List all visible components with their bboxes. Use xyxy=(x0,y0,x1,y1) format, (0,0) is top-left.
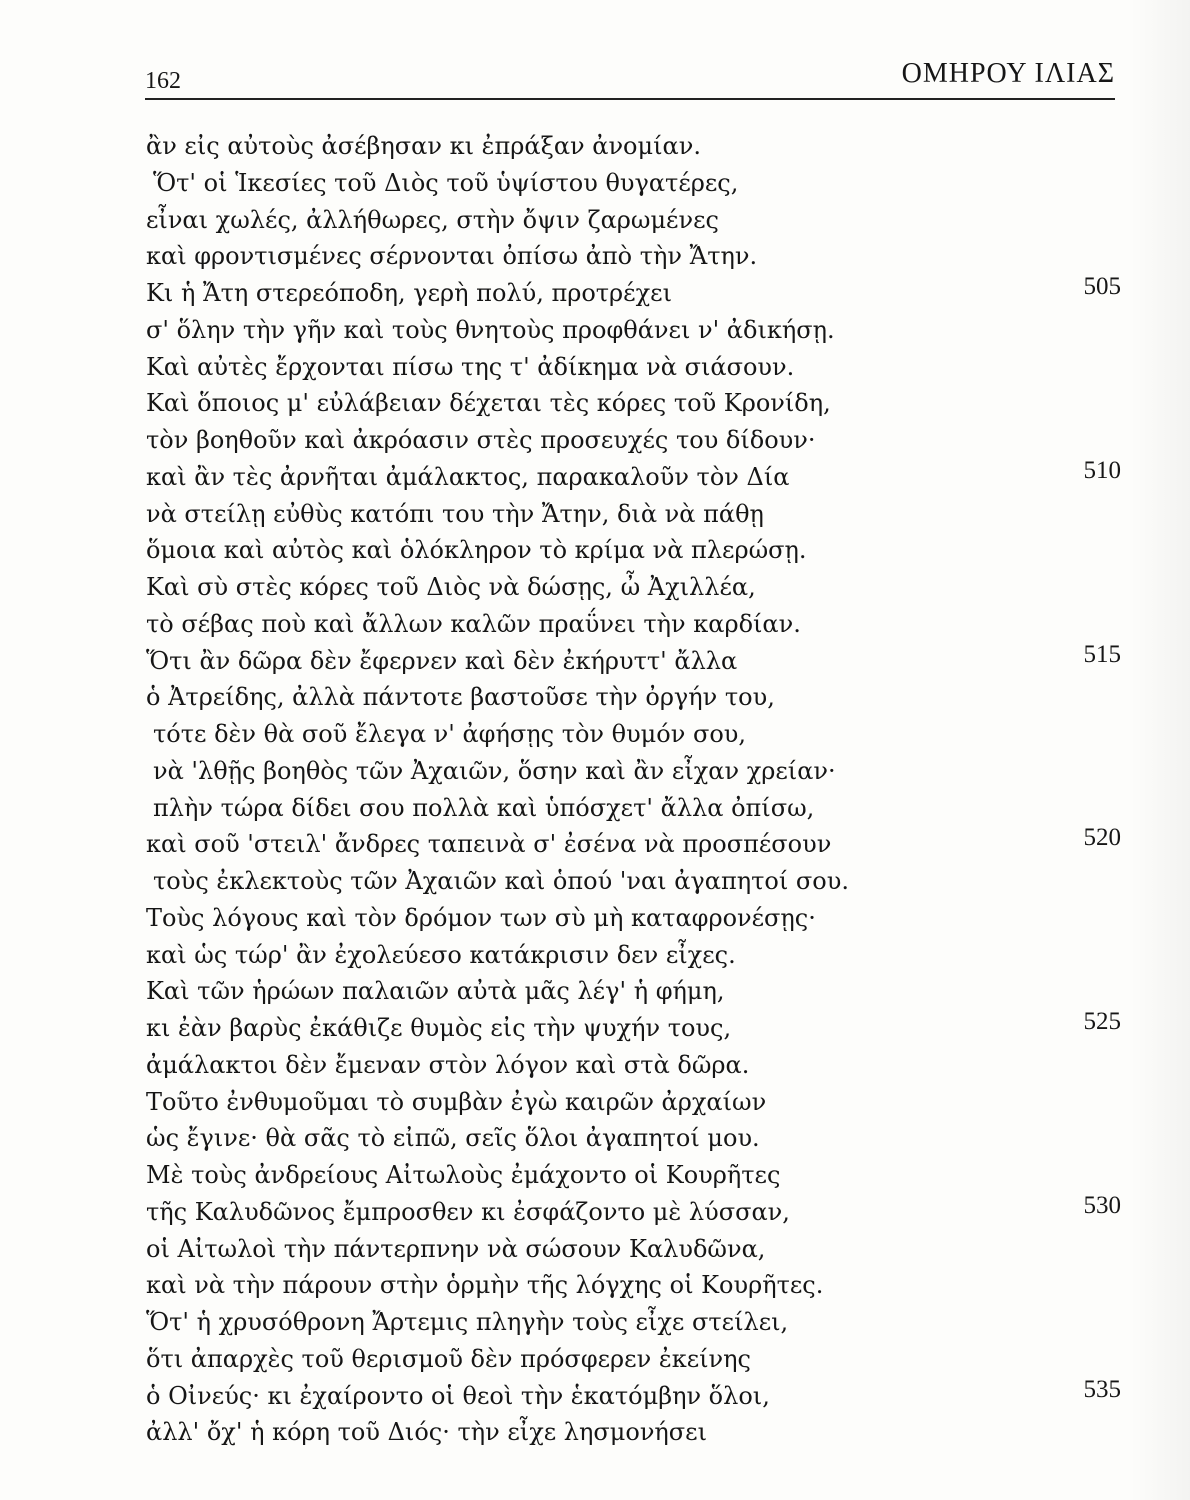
running-title: ΟΜΗΡΟΥ ΙΛΙΑΣ xyxy=(901,58,1115,89)
verse-line xyxy=(146,349,1121,386)
verse-text: κι ἐὰν βαρὺς ἐκάθιζε θυμὸς εἰς τὴν ψυχήν τους, xyxy=(146,1014,732,1042)
line-number: 515 xyxy=(1083,640,1121,668)
verse-text: καὶ ὡς τώρ' ἂν ἐχολεύεσο κατάκρισιν δεν εἶχες. xyxy=(146,940,736,969)
verse-text: ὁ Ἀτρείδης, ἀλλὰ πάντοτε βαστοῦσε τὴν ὀργήν του, xyxy=(146,683,775,712)
verse-line xyxy=(146,1375,1121,1415)
verse-line xyxy=(146,606,1121,643)
verse-text: καὶ ἂν τὲς ἀρνῆται ἀμάλακτος, παρακαλοῦν τὸν Δία xyxy=(146,462,790,491)
header-rule xyxy=(145,98,1115,100)
verse-line xyxy=(146,716,1121,753)
page-number: 162 xyxy=(145,68,181,94)
verse-line xyxy=(146,456,1121,496)
line-number: 520 xyxy=(1083,824,1121,852)
verse-line xyxy=(146,1047,1121,1084)
verse-line xyxy=(146,532,1121,569)
verse-text: σ' ὅλην τὴν γῆν καὶ τοὺς θνητοὺς προφθάνει ν' ἀδικήσῃ. xyxy=(146,315,835,344)
verse-text: τῆς Καλυδῶνος ἔμπροσθεν κι ἐσφάζοντο μὲ λύσσαν, xyxy=(146,1197,790,1226)
verse-line xyxy=(146,312,1121,349)
verse-line xyxy=(146,496,1121,533)
verse-text: νὰ 'λθῇς βοηθὸς τῶν Ἀχαιῶν, ὅσην καὶ ἂν εἶχαν χρείαν· xyxy=(153,756,836,785)
verse-text: οἱ Αἰτωλοὶ τὴν πάντερπνην νὰ σώσουν Καλυδῶνα, xyxy=(146,1234,766,1263)
verse-line xyxy=(146,900,1121,937)
verse-text: τὸ σέβας ποὺ καὶ ἄλλων καλῶν πραΰνει τὴν καρδίαν. xyxy=(146,609,801,638)
verse-line xyxy=(146,640,1121,680)
verse-line xyxy=(146,128,1121,165)
verse-text: Ὅτ' ἡ χρυσόθρονη Ἄρτεμις πληγὴν τοὺς εἶχε στείλει, xyxy=(146,1308,789,1336)
line-number: 535 xyxy=(1083,1375,1121,1403)
verse-line xyxy=(146,826,1121,863)
verse-text: νὰ στείλῃ εὐθὺς κατόπι του τὴν Ἄτην, διὰ νὰ πάθῃ xyxy=(146,499,764,528)
verse-line xyxy=(146,753,1121,790)
line-number: 505 xyxy=(1083,273,1121,300)
verse-line xyxy=(146,1120,1121,1157)
verse-text: εἶναι χωλές, ἀλλήθωρες, στὴν ὄψιν ζαρωμένες xyxy=(146,205,719,234)
verse-line xyxy=(146,1084,1121,1121)
verse-block xyxy=(146,128,1121,1451)
verse-text: ὡς ἔγινε· θὰ σᾶς τὸ εἰπῶ, σεῖς ὅλοι ἀγαπητοί μου. xyxy=(146,1124,760,1153)
verse-line xyxy=(146,1010,1121,1047)
verse-line xyxy=(146,679,1121,716)
verse-line xyxy=(146,385,1121,422)
verse-line xyxy=(146,275,1121,312)
verse-line xyxy=(146,202,1121,239)
verse-text: πλὴν τώρα δίδει σου πολλὰ καὶ ὑπόσχετ' ἄλλα ὀπίσω, xyxy=(153,793,815,822)
verse-text: ὅμοια καὶ αὐτὸς καὶ ὁλόκληρον τὸ κρίμα νὰ πλερώσῃ. xyxy=(146,536,807,565)
verse-text: Ὅτι ἂν δῶρα δὲν ἔφερνεν καὶ δὲν ἐκήρυττ' ἄλλα xyxy=(146,646,738,675)
verse-line xyxy=(146,1191,1121,1231)
verse-text: τὸν βοηθοῦν καὶ ἀκρόασιν στὲς προσευχές του δίδουν· xyxy=(146,426,816,454)
verse-text: ἀμάλακτοι δὲν ἔμεναν στὸν λόγον καὶ στὰ δῶρα. xyxy=(146,1050,750,1079)
verse-text: Τοῦτο ἐνθυμοῦμαι τὸ συμβὰν ἐγὼ καιρῶν ἀρχαίων xyxy=(146,1087,767,1116)
verse-line xyxy=(146,1414,1121,1451)
verse-text: τότε δὲν θὰ σοῦ ἔλεγα ν' ἀφήσῃς τὸν θυμόν σου, xyxy=(153,720,746,748)
verse-text: καὶ σοῦ 'στειλ' ἄνδρες ταπεινὰ σ' ἐσένα νὰ προσπέσουν xyxy=(146,830,832,859)
verse-text: Καὶ ὅποιος μ' εὐλάβειαν δέχεται τὲς κόρες τοῦ Κρονίδη, xyxy=(146,389,831,418)
verse-text: Ὅτ' οἱ Ἱκεσίες τοῦ Διὸς τοῦ ὑψίστου θυγατέρες, xyxy=(153,168,739,197)
verse-text: Καὶ σὺ στὲς κόρες τοῦ Διὸς νὰ δώσῃς, ὦ Ἀχιλλέα, xyxy=(146,573,756,601)
verse-text: Καὶ τῶν ἡρώων παλαιῶν αὐτὰ μᾶς λέγ' ἡ φήμη, xyxy=(146,977,725,1006)
verse-line xyxy=(146,973,1121,1010)
verse-line xyxy=(146,238,1121,275)
verse-line xyxy=(146,1304,1121,1341)
verse-line xyxy=(146,937,1121,974)
line-number: 510 xyxy=(1083,456,1121,484)
verse-text: ὅτι ἀπαρχὲς τοῦ θερισμοῦ δὲν πρόσφερεν ἐκείνης xyxy=(146,1344,751,1373)
verse-text: Καὶ αὐτὲς ἔρχονται πίσω της τ' ἀδίκημα νὰ σιάσουν. xyxy=(146,352,795,381)
verse-text: Μὲ τοὺς ἀνδρείους Αἰτωλοὺς ἐμάχοντο οἱ Κουρῆτες xyxy=(146,1161,781,1189)
verse-text: τοὺς ἐκλεκτοὺς τῶν Ἀχαιῶν καὶ ὁπού 'ναι ἀγαπητοί σου. xyxy=(153,867,849,895)
verse-line xyxy=(146,569,1121,606)
verse-text: Τοὺς λόγους καὶ τὸν δρόμον των σὺ μὴ καταφρονέσῃς· xyxy=(146,903,816,932)
verse-line xyxy=(146,422,1121,459)
verse-line xyxy=(146,1267,1121,1304)
verse-line xyxy=(146,863,1121,900)
verse-text: ὁ Οἰνεύς· κι ἐχαίροντο οἱ θεοὶ τὴν ἑκατόμβην ὅλοι, xyxy=(146,1381,770,1410)
verse-text: καὶ νὰ τὴν πάρουν στὴν ὁρμὴν τῆς λόγχης οἱ Κουρῆτες. xyxy=(146,1271,824,1300)
verse-line xyxy=(146,1231,1121,1268)
verse-line xyxy=(146,1341,1121,1378)
verse-text: ἂν εἰς αὐτοὺς ἀσέβησαν κι ἐπράξαν ἀνομίαν. xyxy=(146,132,701,160)
page-header xyxy=(145,58,1115,98)
line-number: 530 xyxy=(1083,1191,1121,1219)
verse-line xyxy=(146,790,1121,827)
verse-line xyxy=(146,1157,1121,1194)
line-number: 525 xyxy=(1083,1008,1121,1035)
verse-text: ἀλλ' ὄχ' ἡ κόρη τοῦ Διός· τὴν εἶχε λησμονήσει xyxy=(146,1418,708,1447)
verse-text: καὶ φροντισμένες σέρνονται ὀπίσω ἀπὸ τὴν Ἄτην. xyxy=(146,242,758,271)
verse-line xyxy=(146,165,1121,202)
verse-text: Κι ἡ Ἄτη στερεόποδη, γερὴ πολύ, προτρέχει xyxy=(146,279,672,307)
page-edge-shadow xyxy=(1130,0,1190,1500)
